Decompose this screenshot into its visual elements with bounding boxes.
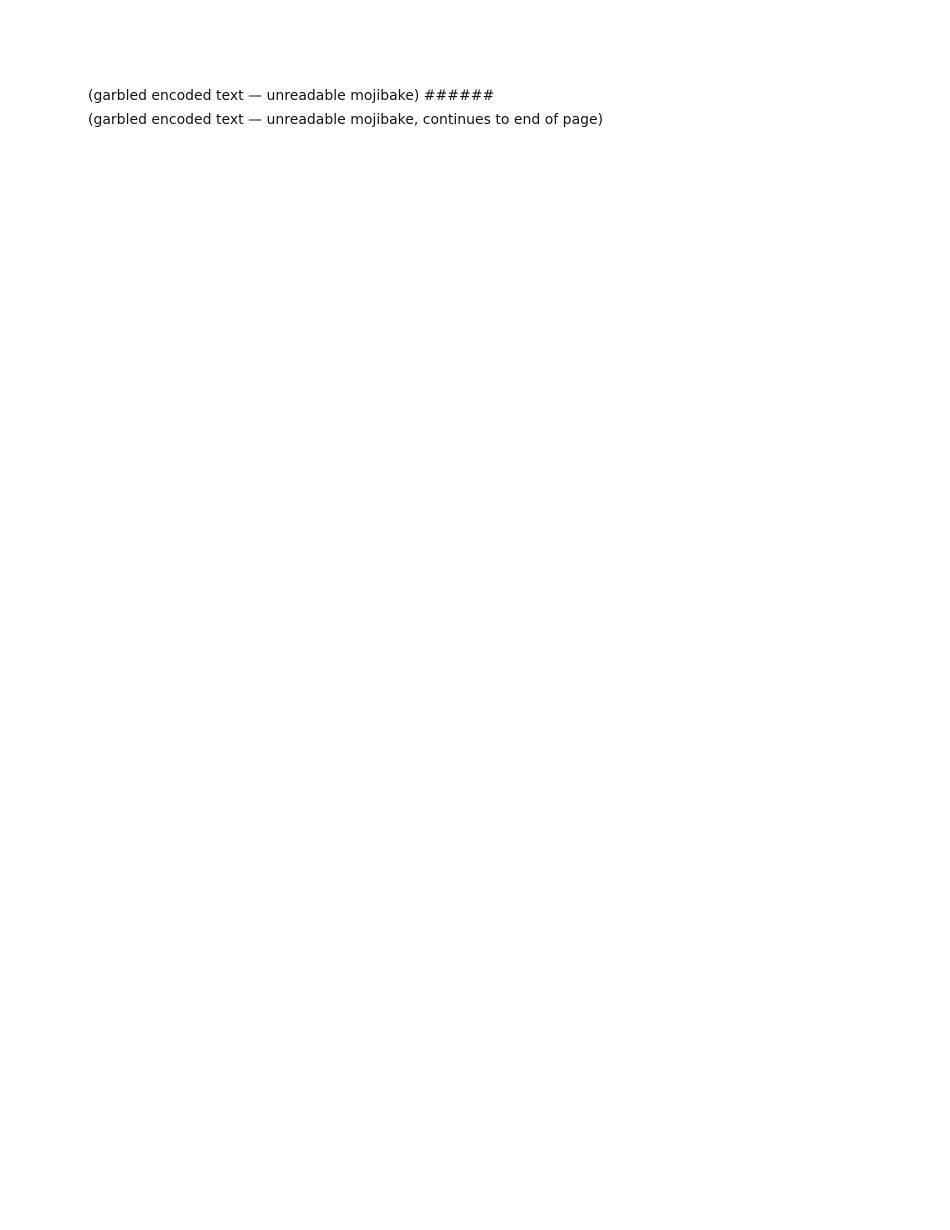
paragraph: (garbled encoded text — unreadable mojibake, continues to end of page) [88, 112, 604, 129]
garbled-text-block [88, 86, 868, 131]
paragraph: (garbled encoded text — unreadable mojibake) ###### [88, 88, 495, 104]
